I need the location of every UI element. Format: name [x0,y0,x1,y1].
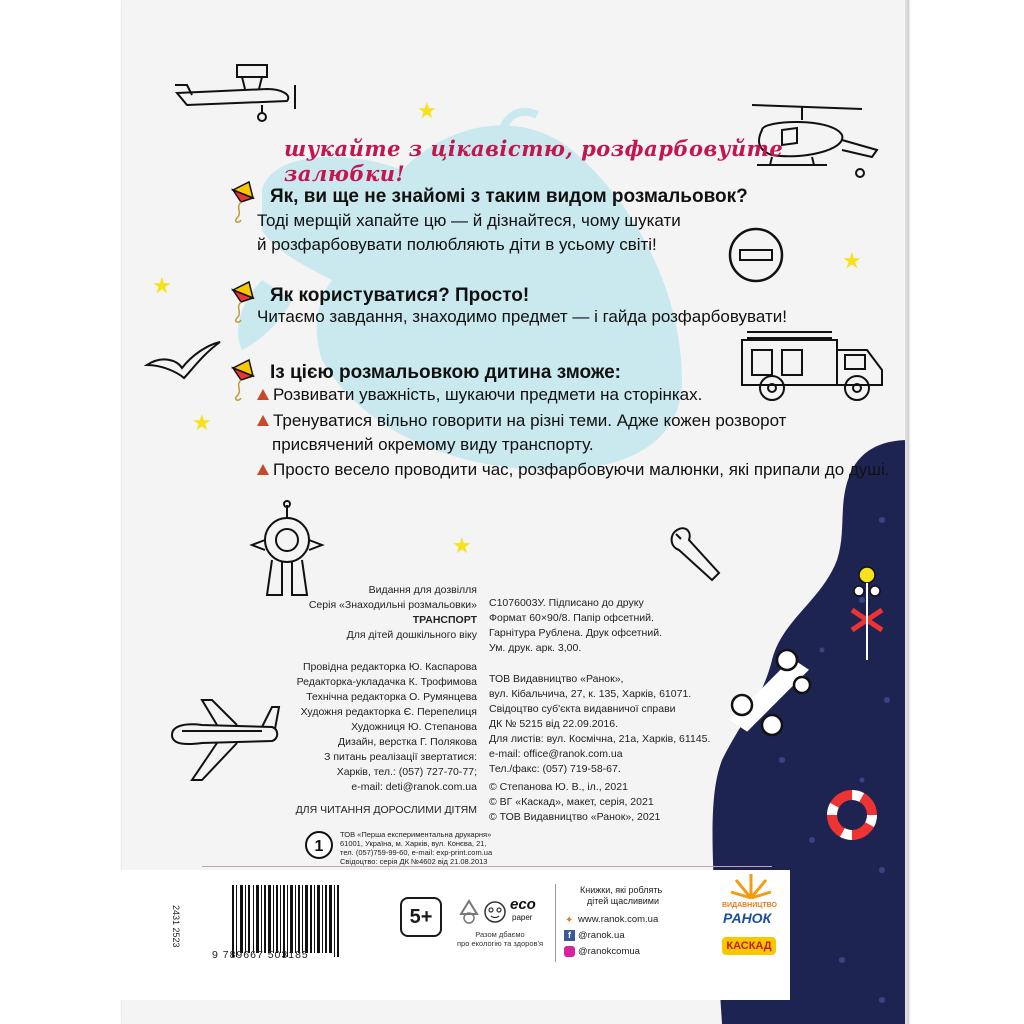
railway-signal-icon [847,565,887,665]
web-icon: ✦ [565,915,574,926]
eco-label: eco [510,896,536,913]
publisher-info: вул. Кібальчича, 27, к. 135, Харків, 61071. [489,688,692,700]
eco-caption: Разом дбаємо [475,930,525,939]
credit-line: З питань реалізації звертатися: [324,751,477,763]
star-icon: ★ [452,533,472,558]
imprint-print-info: Формат 60×90/8. Папір офсетний. [489,612,654,624]
publisher-info: ДК № 5215 від 22.09.2016. [489,718,619,730]
eco-sublabel: paper [512,913,533,922]
imprint-print-info: Гарнітура Рублена. Друк офсетний. [489,627,662,639]
section1-text-line: й розфарбовувати полюбляють діти в усьому світі! [257,235,657,254]
publisher-info: Свідоцтво суб'єкта видавничої справи [489,703,676,715]
barcode-number: 9 789667 503185 [212,949,309,961]
bullet-icon [257,415,269,426]
panel-divider [202,866,772,867]
imprint-print-info: Ум. друк. арк. 3,00. [489,642,582,654]
section3-heading: Із цією розмальовкою дитина зможе: [270,362,621,383]
section2-text-line: Читаємо завдання, знаходимо предмет — і гайда розфарбовувати! [257,307,787,326]
printer-info: ТОВ «Перша експериментальна друкарня» [340,830,492,839]
printer-info: 61001, Україна, м. Харків, вул. Конєва, 21, [340,839,487,848]
facebook-icon[interactable]: f [564,930,575,941]
credit-line: Редакторка-укладачка К. Трофимова [296,676,477,688]
wrench-icon [667,525,727,585]
publisher-info: Для листів: вул. Космічна, 21а, Харків, 61145. [489,733,711,745]
svg-text:1: 1 [314,838,324,855]
publisher-motto: дітей щасливими [587,896,660,906]
barcode-side-number: 2431 2523 [171,905,181,948]
kaskad-logo: КАСКАД [722,937,776,955]
publisher-info: ТОВ Видавництво «Ранок», [489,673,624,685]
credit-line: Харків, тел.: (057) 727-70-77; [336,766,477,778]
recycle-icon [455,898,483,926]
no-entry-sign-icon [726,225,786,285]
printer-logo-icon [304,830,334,860]
credit-line: Провідна редакторка Ю. Каспарова [302,661,477,673]
website-link[interactable]: www.ranok.com.ua [578,914,659,925]
credit-line: Художня редакторка Є. Перепелиця [300,706,477,718]
credit-line: Дизайн, верстка Г. Полякова [338,736,477,748]
section3-list-item: Тренуватися вільно говорити на різні теми. Адже кожен розворот [257,409,786,433]
section3-list-item: Просто весело проводити час, розфарбовуючи малюнки, які припали до душі. [257,458,889,482]
section1-text-line: Тоді мерщій хапайте цю — й дізнайтеся, чому шукати [257,211,681,230]
imprint-audience: Для дітей дошкільного віку [346,629,477,641]
smiley-icon [483,900,507,924]
contact-email: e-mail: deti@ranok.com.ua [351,781,477,793]
printer-info: тел. (057)759-99-60, e-mail: exp-print.com.ua [340,848,493,857]
imprint-title: ТРАНСПОРТ [412,614,477,626]
copyright-line: © ВГ «Каскад», макет, серія, 2021 [489,796,654,808]
cover-edge [905,0,909,1024]
sun-logo-icon [728,870,774,900]
publisher-motto: Книжки, які роблять [580,885,663,895]
section3-list-item: Розвивати уважність, шукаючи предмети на сторінках. [257,383,702,407]
imprint-series: Серія «Знаходильні розмальовки» [308,599,477,611]
bullet-icon [257,464,269,475]
fire-truck-icon [737,320,887,405]
publisher-email: e-mail: office@ranok.com.ua [489,748,623,760]
copyright-line: © Степанова Ю. В., іл., 2021 [489,781,628,793]
adults-note: ДЛЯ ЧИТАННЯ ДОРОСЛИМИ ДІТЯМ [295,804,477,816]
bullet-icon [257,389,269,400]
eco-caption: про екологію та здоров'я [456,939,544,948]
tagline: шукайте з цікавістю, розфарбовуйте залюбки! [284,136,784,186]
star-icon: ★ [842,248,862,273]
publisher-phone: Тел./факс: (057) 719-58-67. [489,763,621,775]
race-car-icon [717,640,817,740]
section1-heading: Як, ви ще не знайомі з таким видом розмальовок? [270,186,748,207]
star-icon: ★ [417,98,437,123]
publisher-logo: РАНОК [723,910,772,926]
instagram-icon[interactable] [564,946,575,957]
publisher-logo-small: ВИДАВНИЦТВО [722,902,777,909]
facebook-link[interactable]: @ranok.ua [578,930,625,941]
section2-heading: Як користуватися? Просто! [270,285,530,306]
credit-line: Технічна редакторка О. Румянцева [306,691,477,703]
seagull-icon [142,340,222,385]
biplane-icon [167,55,302,125]
imprint-edition: Видання для дозвілля [368,584,477,596]
credit-line: Художниця Ю. Степанова [351,721,477,733]
copyright-line: © ТОВ Видавництво «Ранок», 2021 [489,811,661,823]
instagram-link[interactable]: @ranokcomua [578,946,640,957]
lifebuoy-icon [827,790,877,840]
imprint-print-info: С1076003У. Підписано до друку [489,597,644,609]
star-icon: ★ [192,410,212,435]
star-icon: ★ [152,273,172,298]
contacts-divider [555,884,556,962]
printer-info: Свідоцтво: серія ДК №4602 від 21.08.2013 [340,857,488,866]
age-rating-badge: 5+ [400,897,442,937]
section3-list-item-continuation: присвячений окремому виду транспорту. [272,435,594,454]
